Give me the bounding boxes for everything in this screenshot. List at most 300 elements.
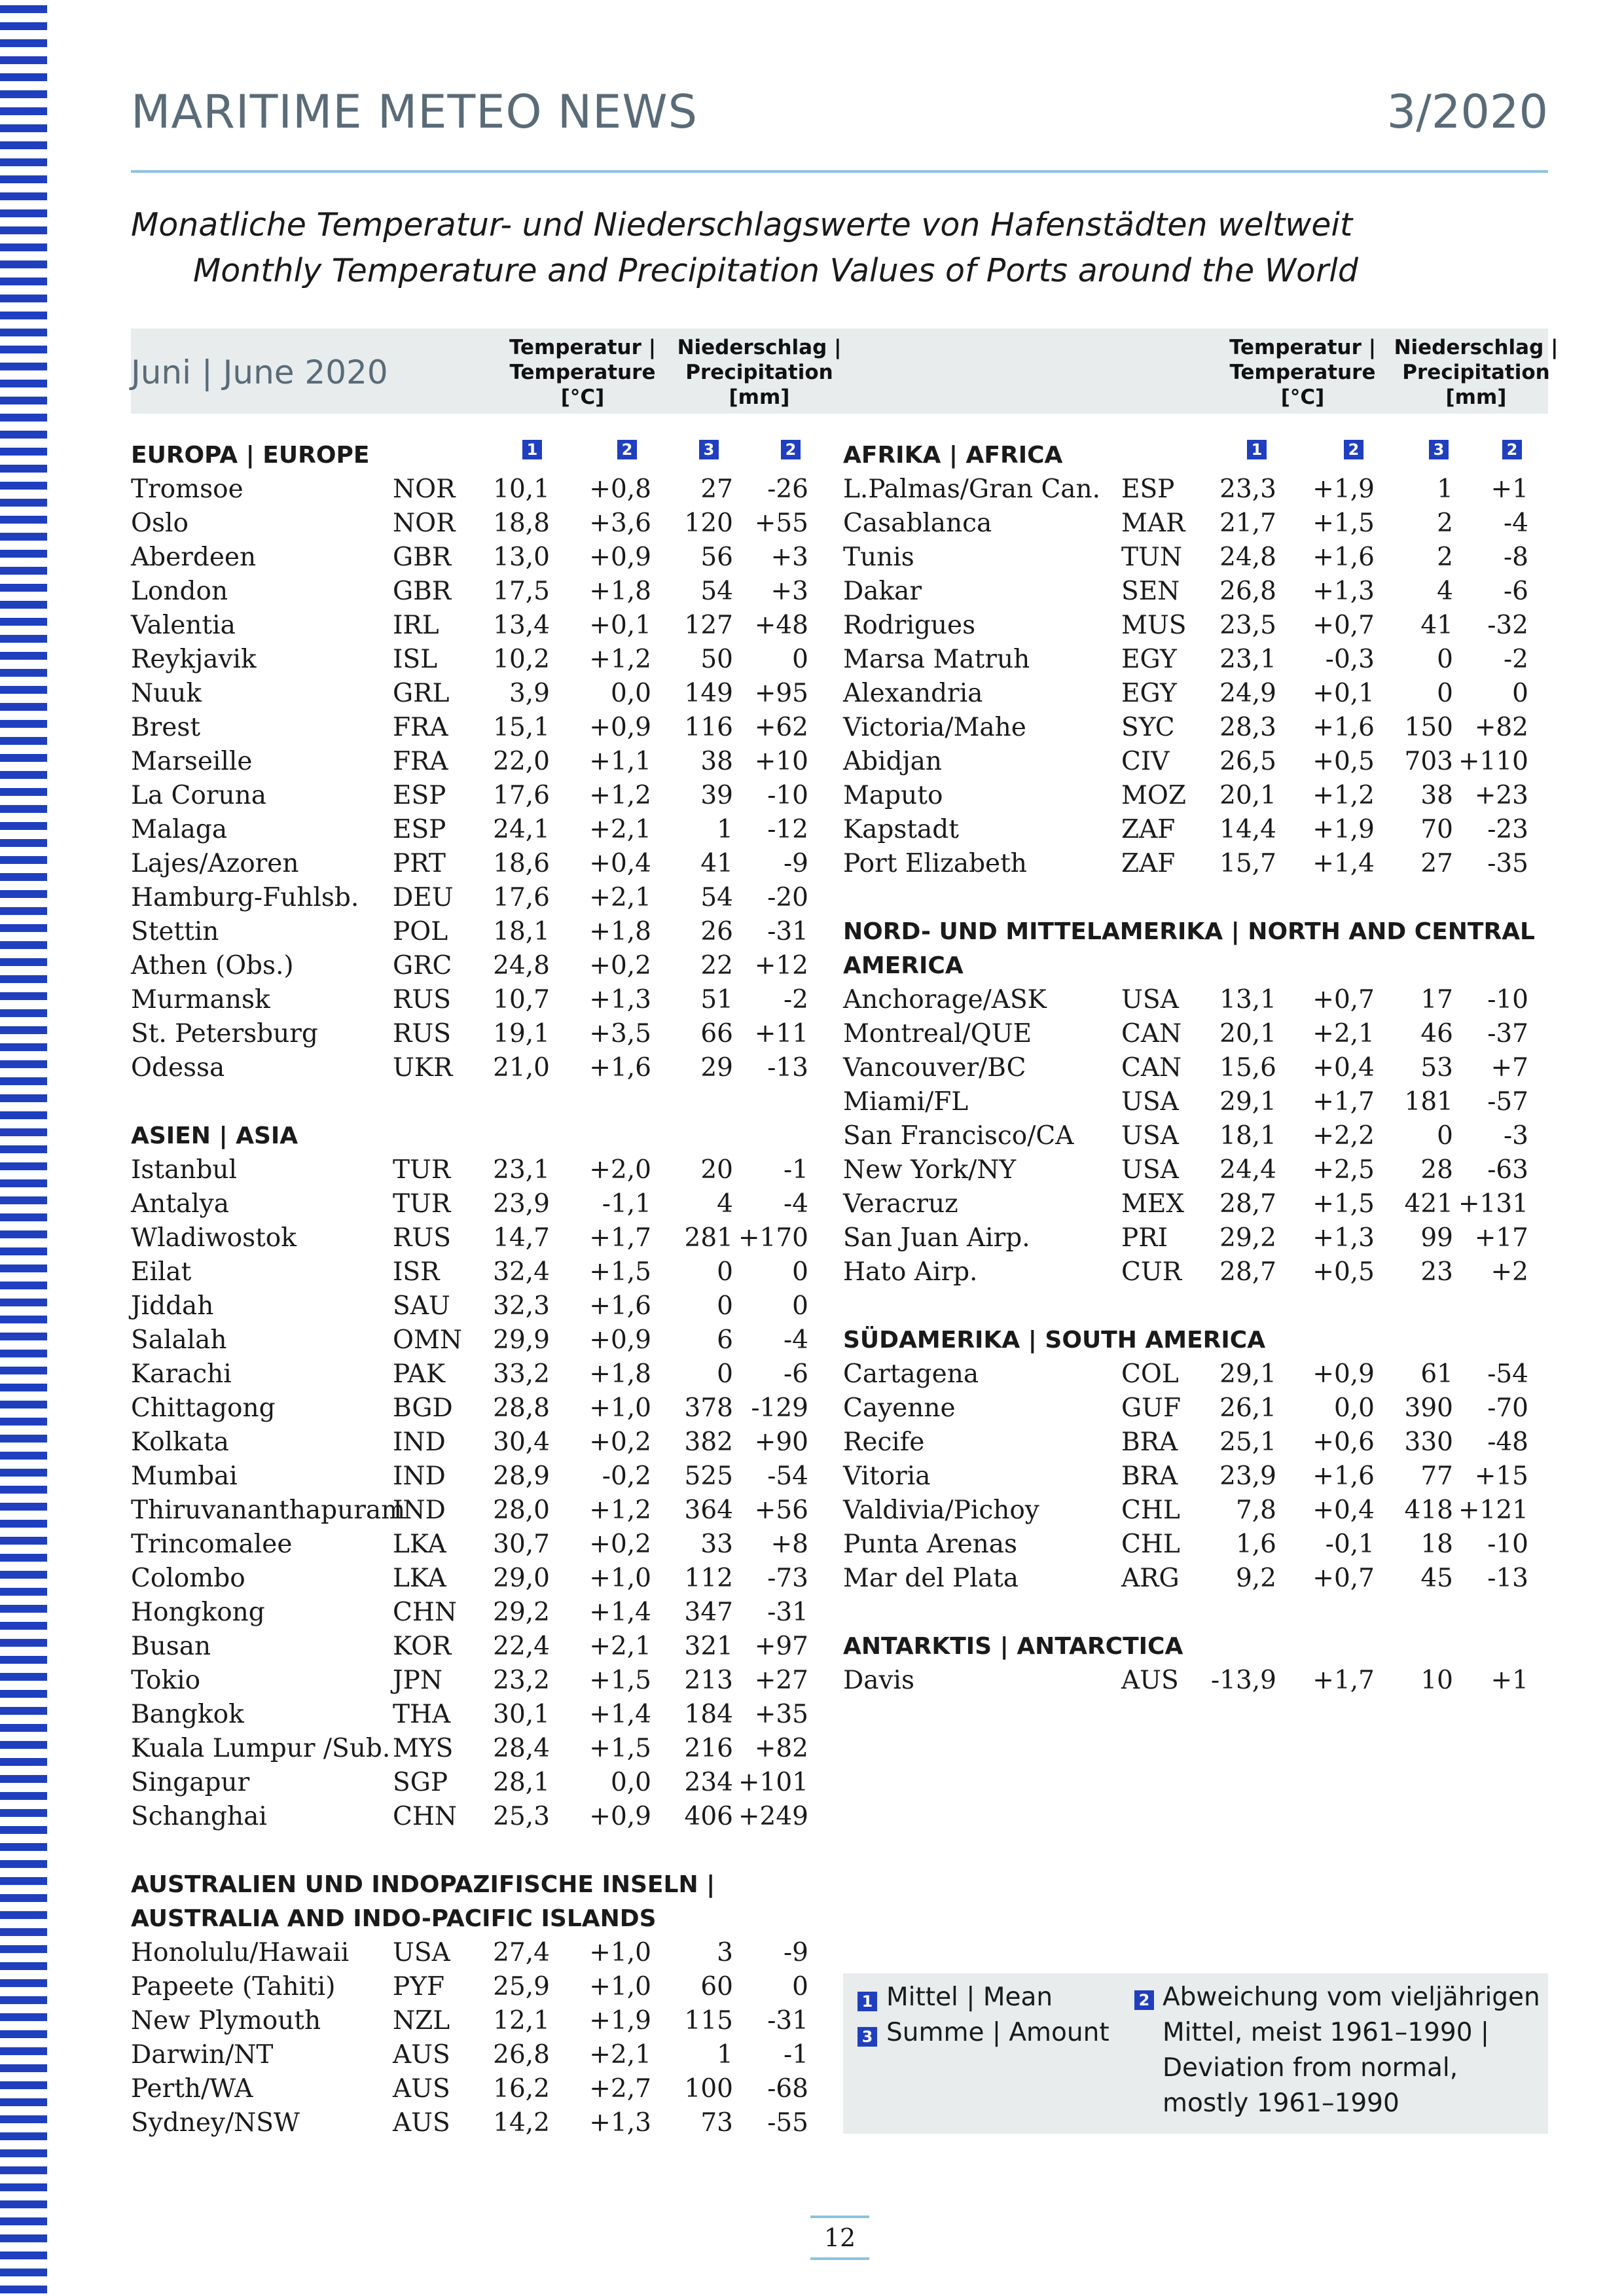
right-column [843, 439, 1548, 1698]
city-name: Bangkok [131, 1700, 244, 1729]
city-name: Kapstadt [843, 815, 959, 844]
country-code: USA [1121, 1121, 1179, 1151]
city-name: Salalah [131, 1325, 227, 1355]
edge-stripe [0, 482, 47, 490]
precipitation-amount: 321 [684, 1632, 733, 1661]
precipitation-amount: 51 [700, 985, 733, 1014]
temperature-deviation: +0,1 [589, 611, 651, 640]
precipitation-deviation: -20 [767, 883, 808, 912]
legend-amount: 3 Summe | Amount [857, 2015, 1110, 2051]
section-title: EUROPA | EUROPE 1 2 3 2 [131, 439, 808, 473]
section-title: ANTARKTIS | ANTARCTICA [843, 1633, 1183, 1660]
precipitation-deviation: -54 [767, 1462, 808, 1491]
temperature-deviation: +0,2 [589, 1427, 651, 1457]
city-name: Perth/WA [131, 2074, 253, 2104]
precipitation-deviation: -6 [784, 1359, 808, 1389]
city-name: New Plymouth [131, 2006, 321, 2036]
edge-stripe [0, 1860, 47, 1868]
precipitation-amount: 418 [1404, 1496, 1453, 1525]
edge-stripe [0, 822, 47, 830]
precipitation-amount: 0 [717, 1257, 733, 1287]
precipitation-deviation: 0 [792, 1972, 808, 2001]
precipitation-amount: 10 [1420, 1666, 1453, 1695]
temperature-deviation: +0,7 [1312, 611, 1375, 640]
precipitation-amount: 184 [684, 1700, 733, 1729]
temperature-mean: 17,6 [493, 883, 550, 912]
edge-stripe [0, 652, 47, 660]
edge-stripe [0, 1435, 47, 1443]
precipitation-amount: 53 [1420, 1053, 1453, 1083]
edge-stripe [0, 431, 47, 439]
city-name: Mar del Plata [843, 1564, 1019, 1593]
city-name: Jiddah [131, 1291, 214, 1321]
edge-stripe [0, 499, 47, 507]
temperature-mean: 13,0 [493, 543, 550, 572]
precipitation-amount: 50 [700, 645, 733, 674]
precipitation-amount: 0 [1437, 645, 1453, 674]
left-column [131, 439, 808, 2140]
edge-stripe [0, 1792, 47, 1800]
country-code: IRL [393, 611, 439, 640]
precipitation-amount: 0 [717, 1359, 733, 1389]
country-code: UKR [393, 1053, 453, 1083]
precipitation-deviation: 0 [792, 645, 808, 674]
precipitation-amount: 6 [717, 1325, 733, 1355]
city-name: Stettin [131, 917, 219, 946]
city-name: Abidjan [843, 747, 943, 776]
edge-stripe [0, 22, 47, 30]
edge-stripe [0, 107, 47, 115]
precipitation-amount: 66 [700, 1019, 733, 1049]
temperature-deviation: +2,1 [589, 1632, 651, 1661]
table-row [131, 847, 808, 881]
edge-stripe [0, 771, 47, 779]
edge-stripe [0, 1877, 47, 1885]
table-row [131, 1732, 808, 1766]
edge-stripe [0, 839, 47, 847]
country-code: GRL [393, 679, 450, 708]
edge-stripe [0, 2115, 47, 2123]
precipitation-amount: 39 [700, 781, 733, 810]
edge-stripe [0, 465, 47, 473]
precipitation-amount: 29 [700, 1053, 733, 1083]
subtitle-english: Monthly Temperature and Precipitation Values of Ports around the World [193, 252, 1358, 289]
temperature-mean: 32,4 [493, 1257, 550, 1287]
temperature-mean: 14,7 [493, 1223, 550, 1253]
precipitation-deviation: -10 [767, 781, 808, 810]
edge-stripe [0, 2064, 47, 2072]
subtitle-german: Monatliche Temperatur- und Niederschlagswerte von Hafenstädten weltweit [131, 206, 1353, 243]
country-code: MOZ [1121, 781, 1187, 810]
temperature-mean: 24,8 [1219, 543, 1276, 572]
country-code: OMN [393, 1325, 463, 1355]
temperature-deviation: +1,2 [589, 1496, 651, 1525]
city-name: Malaga [131, 815, 228, 844]
badge-deviation-icon: 2 [1134, 1990, 1154, 2010]
edge-stripe [0, 2251, 47, 2259]
country-code: NZL [393, 2006, 450, 2036]
precipitation-deviation: +249 [738, 1802, 808, 1831]
table-row [131, 541, 808, 575]
table-row [843, 1664, 1548, 1698]
city-name: Karachi [131, 1359, 232, 1389]
table-row [131, 1357, 808, 1391]
country-code: ESP [1121, 475, 1175, 504]
city-name: Odessa [131, 1053, 225, 1083]
country-code: MAR [1121, 509, 1185, 538]
edge-stripe [0, 1469, 47, 1477]
edge-stripe [0, 175, 47, 183]
table-row [131, 1051, 808, 1085]
precipitation-deviation: 0 [792, 1291, 808, 1321]
city-name: Alexandria [843, 679, 983, 708]
precipitation-amount: 116 [684, 713, 733, 742]
city-name: Valdivia/Pichoy [843, 1496, 1039, 1525]
temperature-deviation: +0,2 [589, 951, 651, 980]
city-name: New York/NY [843, 1155, 1017, 1185]
edge-stripe [0, 1571, 47, 1579]
precipitation-deviation: +82 [754, 1734, 808, 1763]
table-row [131, 643, 808, 677]
table-row [843, 1085, 1548, 1119]
temperature-mean: 7,8 [1235, 1496, 1276, 1525]
table-row [843, 1017, 1548, 1051]
section-gap [843, 1596, 1548, 1630]
table-row [131, 1289, 808, 1323]
city-name: Marsa Matruh [843, 645, 1030, 674]
precipitation-amount: 0 [1437, 1121, 1453, 1151]
table-row [843, 1187, 1548, 1221]
precipitation-deviation: -48 [1487, 1427, 1528, 1457]
country-code: JPN [393, 1666, 443, 1695]
table-row [131, 915, 808, 949]
temperature-mean: 28,4 [493, 1734, 550, 1763]
temperature-deviation: +1,2 [1312, 781, 1375, 810]
precipitation-deviation: 0 [792, 1257, 808, 1287]
temperature-deviation: +0,9 [589, 1802, 651, 1831]
city-name: San Juan Airp. [843, 1223, 1030, 1253]
edge-stripe [0, 56, 47, 64]
temperature-deviation: +1,8 [589, 1359, 651, 1389]
precipitation-amount: 112 [684, 1564, 733, 1593]
precipitation-amount: 216 [684, 1734, 733, 1763]
edge-stripe [0, 856, 47, 864]
edge-stripe [0, 363, 47, 370]
table-row [131, 949, 808, 983]
edge-stripe [0, 703, 47, 711]
temperature-deviation: +0,8 [589, 475, 651, 504]
precipitation-amount: 406 [684, 1802, 733, 1831]
table-row [131, 1630, 808, 1664]
precipitation-amount: 3 [717, 1938, 733, 1967]
temperature-mean: 25,1 [1219, 1427, 1276, 1457]
city-name: Istanbul [131, 1155, 238, 1185]
city-name: Kuala Lumpur /Sub. [131, 1734, 391, 1763]
temperature-mean: 20,1 [1219, 1019, 1276, 1049]
precipitation-deviation: -13 [1487, 1564, 1528, 1593]
country-code: ESP [393, 815, 446, 844]
edge-stripe [0, 1928, 47, 1936]
edge-stripe [0, 2200, 47, 2208]
edge-stripe [0, 1809, 47, 1817]
precipitation-amount: 99 [1420, 1223, 1453, 1253]
edge-stripe [0, 1775, 47, 1783]
edge-stripe [0, 567, 47, 575]
country-code: LKA [393, 1530, 446, 1559]
temperature-deviation: +1,7 [1312, 1666, 1375, 1695]
edge-stripe [0, 788, 47, 796]
precipitation-deviation: +23 [1474, 781, 1528, 810]
temperature-mean: 18,1 [493, 917, 550, 946]
precipitation-deviation: -6 [1504, 577, 1528, 606]
country-code: CUR [1121, 1257, 1182, 1287]
precipitation-amount: 150 [1404, 713, 1453, 742]
temperature-deviation: +1,6 [1312, 713, 1375, 742]
issue-number: 3/2020 [1386, 85, 1548, 139]
temperature-deviation: +1,3 [589, 2108, 651, 2138]
country-code: PAK [393, 1359, 445, 1389]
temperature-deviation: +0,2 [589, 1530, 651, 1559]
edge-stripe [0, 2013, 47, 2021]
edge-stripe [0, 448, 47, 456]
edge-stripe [0, 346, 47, 353]
table-row [131, 1221, 808, 1255]
table-row [131, 1800, 808, 1834]
temperature-deviation: +0,4 [1312, 1496, 1375, 1525]
city-name: Athen (Obs.) [131, 951, 294, 980]
table-row [843, 1255, 1548, 1289]
badge-amount-icon: 3 [857, 2027, 877, 2047]
temperature-deviation: +0,5 [1312, 747, 1375, 776]
temperature-deviation: +1,6 [1312, 1462, 1375, 1491]
table-row [131, 1323, 808, 1357]
table-row [131, 507, 808, 541]
city-name: Darwin/NT [131, 2040, 274, 2070]
edge-stripe [0, 1537, 47, 1545]
edge-stripe [0, 1945, 47, 1953]
edge-stripe [0, 192, 47, 200]
edge-stripe [0, 243, 47, 251]
temperature-deviation: +1,9 [1312, 475, 1375, 504]
edge-stripe [0, 2081, 47, 2089]
page-edge-stripes [0, 0, 47, 2296]
edge-stripe [0, 686, 47, 694]
edge-stripe [0, 1094, 47, 1102]
temperature-deviation: +1,1 [589, 747, 651, 776]
temperature-deviation: +1,8 [589, 577, 651, 606]
edge-stripe [0, 1520, 47, 1528]
table-row [843, 1051, 1548, 1085]
country-code: CAN [1121, 1053, 1182, 1083]
temperature-deviation: +0,1 [1312, 679, 1375, 708]
edge-stripe [0, 1282, 47, 1289]
temperature-header-right: Temperatur | Temperature [°C] [1229, 336, 1377, 409]
column-badges [843, 439, 1548, 473]
precipitation-amount: 330 [1404, 1427, 1453, 1457]
edge-stripe [0, 669, 47, 677]
temperature-mean: 21,0 [493, 1053, 550, 1083]
table-row [843, 813, 1548, 847]
section-title: AUSTRALIEN UND INDOPAZIFISCHE INSELN | AUSTRALIA AND INDO-PACIFIC ISLANDS [131, 1871, 715, 1932]
city-name: Wladiwostok [131, 1223, 297, 1253]
temperature-mean: 17,5 [493, 577, 550, 606]
precipitation-amount: 390 [1404, 1393, 1453, 1423]
precipitation-deviation: +56 [754, 1496, 808, 1525]
edge-stripe [0, 737, 47, 745]
precipitation-deviation: 0 [1512, 679, 1528, 708]
temperature-deviation: +3,5 [589, 1019, 651, 1049]
precipitation-deviation: +11 [754, 1019, 808, 1049]
edge-stripe [0, 1503, 47, 1511]
country-code: LKA [393, 1564, 446, 1593]
temperature-deviation: +0,6 [1312, 1427, 1375, 1457]
temperature-mean: 32,3 [493, 1291, 550, 1321]
edge-stripe [0, 295, 47, 302]
temperature-mean: 10,1 [493, 475, 550, 504]
country-code: GBR [393, 543, 452, 572]
precipitation-amount: 1 [1437, 475, 1453, 504]
precipitation-amount: 149 [684, 679, 733, 708]
precipitation-amount: 120 [684, 509, 733, 538]
city-name: Kolkata [131, 1427, 229, 1457]
table-row [131, 1698, 808, 1732]
edge-stripe [0, 601, 47, 609]
edge-stripe [0, 2269, 47, 2276]
table-row [131, 881, 808, 915]
city-name: Sydney/NSW [131, 2108, 300, 2138]
edge-stripe [0, 278, 47, 285]
edge-stripe [0, 1060, 47, 1068]
page-header [131, 79, 1548, 173]
table-row [131, 1460, 808, 1494]
edge-stripe [0, 1690, 47, 1698]
country-code: POL [393, 917, 448, 946]
precipitation-deviation: +170 [738, 1223, 808, 1253]
city-name: Tokio [131, 1666, 201, 1695]
country-code: EGY [1121, 679, 1177, 708]
table-row [131, 1664, 808, 1698]
edge-stripe [0, 1826, 47, 1834]
edge-stripe [0, 414, 47, 422]
edge-stripe [0, 2234, 47, 2242]
temperature-mean: 26,5 [1219, 747, 1276, 776]
edge-stripe [0, 958, 47, 966]
temperature-mean: 23,5 [1219, 611, 1276, 640]
temperature-mean: 21,7 [1219, 509, 1276, 538]
country-code: CHN [393, 1598, 457, 1627]
city-name: St. Petersburg [131, 1019, 318, 1049]
legend-deviation: Abweichung vom vieljährigen Mittel, meist 1961–1990 | Deviation from normal, mostly 1961–1990 [1163, 1982, 1540, 2118]
country-code: SEN [1121, 577, 1180, 606]
city-name: Maputo [843, 781, 943, 810]
precipitation-amount: 23 [1420, 1257, 1453, 1287]
temperature-deviation: +0,7 [1312, 985, 1375, 1014]
table-row [843, 1562, 1548, 1596]
city-name: Schanghai [131, 1802, 267, 1831]
country-code: USA [1121, 985, 1179, 1014]
precipitation-deviation: -9 [784, 849, 808, 878]
edge-stripe [0, 2098, 47, 2106]
precipitation-deviation: -70 [1487, 1393, 1528, 1423]
precipitation-deviation: +90 [754, 1427, 808, 1457]
temperature-mean: 23,9 [1219, 1462, 1276, 1491]
edge-stripe [0, 1452, 47, 1460]
precipitation-deviation: +8 [770, 1530, 808, 1559]
edge-stripe [0, 1265, 47, 1272]
country-code: TUR [393, 1155, 451, 1185]
temperature-mean: 15,7 [1219, 849, 1276, 878]
edge-stripe [0, 73, 47, 81]
city-name: Trincomalee [131, 1530, 293, 1559]
table-row [131, 1528, 808, 1562]
precipitation-amount: 100 [684, 2074, 733, 2104]
table-row [843, 983, 1548, 1017]
table-row [843, 847, 1548, 881]
temperature-mean: 30,1 [493, 1700, 550, 1729]
table-row [843, 541, 1548, 575]
legend-box [843, 1973, 1548, 2134]
edge-stripe [0, 1316, 47, 1323]
precipitation-deviation: +97 [754, 1632, 808, 1661]
edge-stripe [0, 975, 47, 983]
edge-stripe [0, 312, 47, 319]
precipitation-deviation: +95 [754, 679, 808, 708]
precipitation-deviation: -4 [1504, 509, 1528, 538]
city-name: Colombo [131, 1564, 245, 1593]
precipitation-deviation: -10 [1487, 1530, 1528, 1559]
city-name: Mumbai [131, 1462, 238, 1491]
temperature-deviation: -0,1 [1325, 1530, 1375, 1559]
city-name: Cayenne [843, 1393, 956, 1423]
temperature-mean: 29,1 [1219, 1087, 1276, 1117]
country-code: ZAF [1121, 815, 1176, 844]
temperature-mean: 29,2 [493, 1598, 550, 1627]
edge-stripe [0, 226, 47, 234]
table-row [843, 711, 1548, 745]
country-code: PRT [393, 849, 446, 878]
edge-stripe [0, 805, 47, 813]
precipitation-deviation: -35 [1487, 849, 1528, 878]
temperature-mean: 16,2 [493, 2074, 550, 2104]
country-code: THA [393, 1700, 451, 1729]
precipitation-deviation: -3 [1504, 1121, 1528, 1151]
country-code: IND [393, 1462, 446, 1491]
table-row [131, 1153, 808, 1187]
precipitation-deviation: -1 [784, 2040, 808, 2070]
edge-stripe [0, 992, 47, 1000]
precipitation-amount: 61 [1420, 1359, 1453, 1389]
city-name: London [131, 577, 228, 606]
precipitation-deviation: -57 [1487, 1087, 1528, 1117]
edge-stripe [0, 2149, 47, 2157]
edge-stripe [0, 1911, 47, 1919]
country-code: TUR [393, 1189, 451, 1219]
temperature-mean: 24,9 [1219, 679, 1276, 708]
edge-stripe [0, 1673, 47, 1681]
temperature-header-left: Temperatur | Temperature [°C] [509, 336, 657, 409]
badge-mean-icon: 1 [1247, 440, 1267, 459]
edge-stripe [0, 2166, 47, 2174]
table-row [843, 1528, 1548, 1562]
table-row [131, 711, 808, 745]
precipitation-deviation: +15 [1474, 1462, 1528, 1491]
temperature-mean: 23,3 [1219, 475, 1276, 504]
temperature-deviation: +0,4 [589, 849, 651, 878]
precipitation-amount: 115 [684, 2006, 733, 2036]
magazine-title: MARITIME METEO NEWS [131, 85, 698, 139]
temperature-mean: 28,3 [1219, 713, 1276, 742]
precipitation-deviation: +48 [754, 611, 808, 640]
